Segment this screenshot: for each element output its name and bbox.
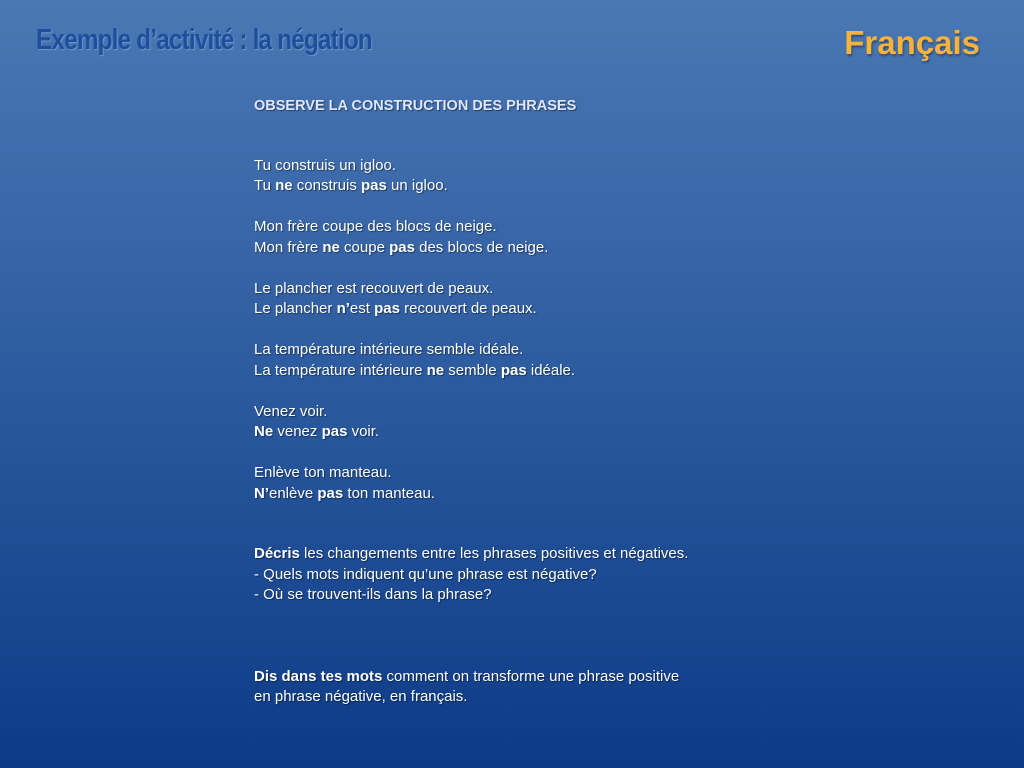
negation-word-ne: N’: [254, 484, 269, 502]
instruction-heading: OBSERVE LA CONSTRUCTION DES PHRASES: [254, 98, 577, 114]
slide-content: [254, 96, 874, 708]
negative-sentence: N’enlève pas ton manteau.: [254, 484, 435, 502]
sentence-pair: [254, 279, 874, 320]
negation-word-ne: n’: [336, 300, 350, 317]
positive-sentence: Tu construis un igloo.: [254, 156, 397, 174]
positive-sentence: Enlève ton manteau.: [254, 464, 392, 481]
negative-sentence: Ne venez pas voir.: [254, 423, 380, 440]
describe-question: [254, 544, 874, 606]
negative-sentence: Le plancher n’est pas recouvert de peaux.: [254, 300, 537, 317]
positive-sentence: Venez voir.: [254, 402, 328, 420]
sentence-pair: [254, 217, 874, 258]
question-item: - Où se trouvent-ils dans la phrase?: [254, 586, 492, 603]
negation-word-pas: pas: [321, 423, 348, 440]
negative-sentence: Mon frère ne coupe pas des blocs de neige.: [254, 238, 549, 256]
negation-word-ne: Ne: [254, 423, 274, 440]
negation-word-pas: pas: [361, 177, 387, 194]
subject-label: Français: [844, 24, 980, 61]
negative-sentence: La température intérieure ne semble pas idéale.: [254, 361, 576, 379]
task-line: Dis dans tes mots comment on transforme une phrase positive: [254, 667, 680, 685]
negation-word-pas: pas: [389, 238, 415, 256]
negation-word-ne: ne: [275, 177, 293, 194]
negation-word-pas: pas: [374, 300, 400, 317]
sentence-pair: [254, 402, 874, 443]
task-line: en phrase négative, en français.: [254, 688, 468, 705]
negation-word-ne: ne: [426, 361, 445, 379]
positive-sentence: La température intérieure semble idéale.: [254, 341, 524, 358]
positive-sentence: Le plancher est recouvert de peaux.: [254, 279, 494, 297]
negative-sentence: Tu ne construis pas un igloo.: [254, 177, 448, 194]
negation-word-pas: pas: [500, 361, 527, 379]
sentence-pairs: [254, 156, 874, 505]
sentence-pair: [254, 463, 874, 504]
question-lead: Décris les changements entre les phrases positives et négatives.: [254, 545, 689, 562]
slide-title: Exemple d’activité : la négation: [36, 24, 372, 56]
negation-word-pas: pas: [317, 484, 344, 502]
sentence-pair: [254, 156, 874, 197]
explain-task: [254, 667, 874, 708]
positive-sentence: Mon frère coupe des blocs de neige.: [254, 218, 497, 235]
question-item: - Quels mots indiquent qu’une phrase est négative?: [254, 565, 597, 583]
negation-word-ne: ne: [322, 238, 340, 256]
sentence-pair: [254, 340, 874, 381]
